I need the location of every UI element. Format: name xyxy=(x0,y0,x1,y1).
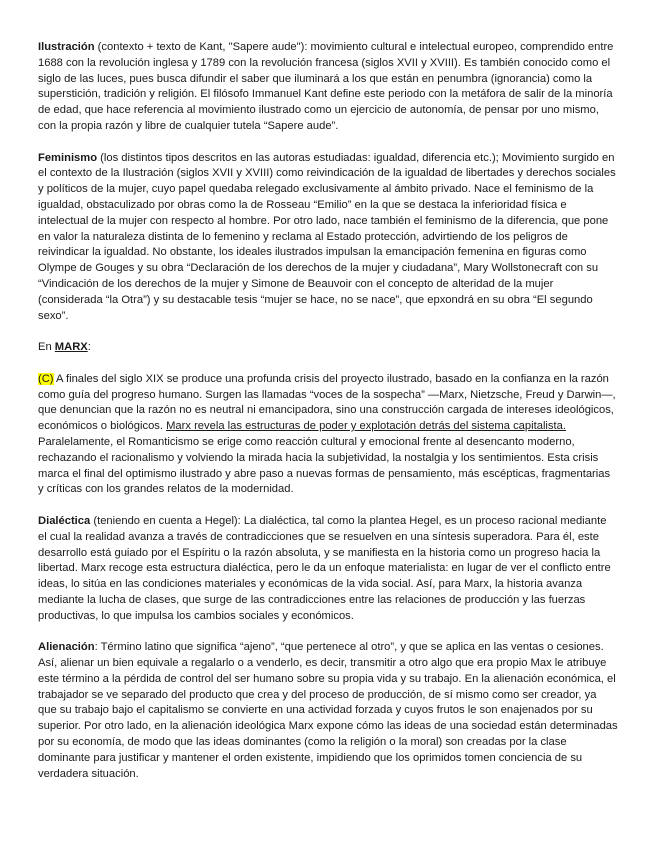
marx-heading-suffix: : xyxy=(87,341,91,354)
crisis-tag: (C) xyxy=(38,372,54,385)
paragraph-dialectica xyxy=(38,514,618,625)
paragraph-crisis xyxy=(38,372,618,498)
text-ilustracion: (contexto + texto de Kant, "Sapere aude"): movimiento cultural e intelectual europeo, comprendido entre 1688 con la revolución inglesa y 1789 con la revolución francesa (siglos XVII y XVIII). Es también conocido como el siglo de las luces, pues busca difundir el saber que iluminará a los que están en penumbra (ignorancia) como la superstición, tradición y religión. El filósofo Immanuel Kant define este periodo con la metáfora de salir de la minoría de edad, que hace referencia al movimiento ilustrado como un ejercicio de autonomía, de pensar por uno mismo, con la propia razón y libre de cualquier tutela “Sapere aude”. xyxy=(38,41,614,132)
term-ilustracion: Ilustración xyxy=(38,41,95,53)
marx-heading-prefix: En xyxy=(38,341,55,354)
text-dialectica: (teniendo en cuenta a Hegel): La dialéctica, tal como la plantea Hegel, es un proceso racional mediante el cual la realidad avanza a través de contradicciones que se resuelven en una síntesis superadora. Para él, este desarrollo está guiado por el Espíritu o la razón absoluta, y se manifiesta en la historia como un progreso hacia la libertad. Marx recoge esta estructura dialéctica, pero le da un enfoque materialista: en lugar de ver el conflicto entre ideas, lo sitúa en las condiciones materiales y económicas de la vida social. Así, para Marx, la historia avanza mediante la lucha de clases, que surge de las contradicciones entre las relaciones de producción y las fuerzas productivas, lo que impulsa los cambios sociales y económicos. xyxy=(38,514,611,622)
term-alienacion: Alienación xyxy=(38,641,95,654)
text-crisis-after: Paralelamente, el Romanticismo se erige como reacción cultural y emocional frente al desencanto moderno, rechazando el racionalismo y volviendo la mirada hacia la subjetividad, la nostalgia y los sentimientos. Esta crisis marca el final del optimismo ilustrado y abre paso a nuevas formas de pensamiento, más escépticas, fragmentarias y críticas con los grandes relatos de la modernidad. xyxy=(38,435,611,496)
text-crisis-underlined: Marx revela las estructuras de poder y explotación detrás del sistema capitalista. xyxy=(166,420,566,433)
marx-heading xyxy=(38,340,618,356)
text-crisis-before: A finales del siglo XIX se produce una profunda crisis del proyecto ilustrado, basado en la confianza en la razón como guía del progreso humano. Surgen las llamadas “voces de la sospecha” —Marx, Nietzsche, Freud y Darwin—, que denuncian que la razón no es neutral ni emancipadora, sino una construcción cargada de intereses ideológicos, económicos o biológicos. xyxy=(38,372,616,433)
document-page xyxy=(38,40,618,798)
paragraph-feminismo xyxy=(38,151,618,325)
text-alienacion: : Término latino que significa “ajeno”, “que pertenece al otro”, y que se aplica en las ventas o cesiones. Así, alienar un bien equivale a regalarlo o a venderlo, es decir, transmitir a otro algo que era propio Max le atribuye este término a la pérdida de control del ser humano sobre su propia vida y su trabajo. En la alienación económica, el trabajador se ve separado del producto que crea y del proceso de producción, de sí mismo como ser creador, ya que su trabajo bajo el capitalismo se convierte en una actividad forzada y cuyos frutos le son enajenados por su superior. Por otro lado, en la alienación ideológica Marx expone cómo las ideas de una sociedad están determinadas por su economía, de modo que las ideas dominantes (como la religión o la moral) son creadas por la clase dominante para justificar y mantener el orden existente, impidiendo que los oprimidos tomen conciencia de su verdadera situación. xyxy=(38,641,618,780)
term-feminismo: Feminismo xyxy=(38,151,98,164)
paragraph-alienacion xyxy=(38,640,618,782)
paragraph-ilustracion xyxy=(38,40,618,135)
marx-heading-name: MARX xyxy=(54,341,88,354)
text-feminismo: (los distintos tipos descritos en las autoras estudiadas: igualdad, diferencia etc.); Movimiento surgido en el contexto de la Ilustración (siglos XVII y XVIII) como reivindicación de la igualdad de libertades y derechos sociales y políticos de la mujer, cuyo papel quedaba relegado exclusivamente al ámbito privado. Nace el feminismo de la igualdad, obstaculizado por obras como la de Rosseau “Emilio” en la que se destaca la inferioridad física e intelectual de la mujer con respecto al hombre. Por otro lado, nace también el feminismo de la diferencia, que pone en valor la naturaleza distinta de lo femenino y reclama al Estado protección, advirtiendo de los peligros de reivindicar la igualdad. No obstante, los ideales ilustrados impulsan la emancipación femenina en figuras como Olympe de Gouges y su obra “Declaración de los derechos de la mujer y ciudadana”, Mary Wollstonecraft con su “Vindicación de los derechos de la mujer y Simone de Beauvoir con el concepto de alteridad de la mujer (considerada “la Otra”) y su destacable tesis “mujer se hace, no se nace”, que epxondrá en su obra “El segundo sexo”. xyxy=(38,151,616,322)
term-dialectica: Dialéctica xyxy=(38,514,91,527)
